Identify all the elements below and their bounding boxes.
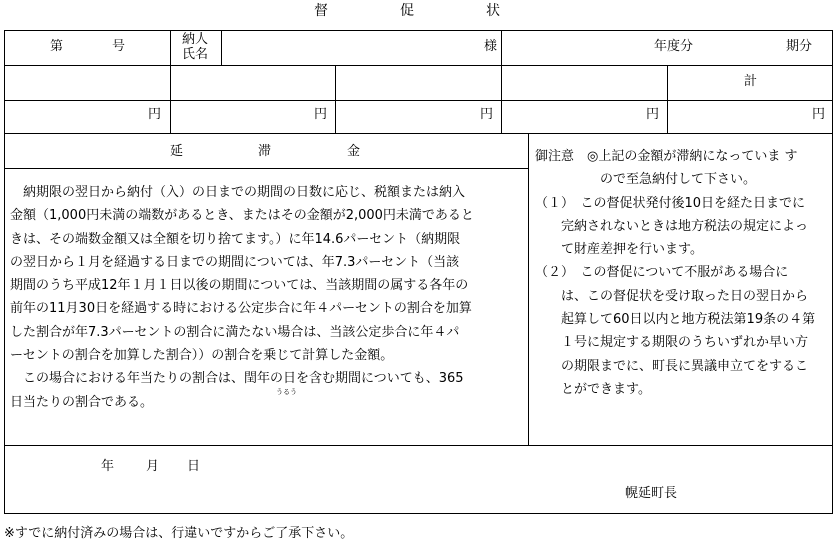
text-line: 起算して60日以内と地方税法第19条の４第 — [535, 312, 816, 328]
late-fee-heading-char3: 金 — [347, 144, 361, 159]
divider — [221, 30, 222, 65]
text-line: は、この督促状を受け取った日の翌日から — [535, 288, 809, 304]
divider — [335, 65, 336, 133]
divider — [170, 30, 171, 65]
yen-label: 円 — [812, 107, 826, 122]
divider — [528, 133, 529, 445]
text-line: 金額（1,000円未満の端数があるとき、またはその金額が2,000円未満であると — [10, 208, 474, 224]
text-line: の期限までに、町長に異議申立てをするこ — [535, 358, 809, 374]
yen-label: 円 — [314, 107, 328, 122]
date-year-label: 年 — [101, 459, 115, 474]
text-line: 期間のうち平成12年１月１日以後の期間については、当該期間の属する各年の — [10, 278, 469, 294]
yen-label: 円 — [480, 107, 494, 122]
divider — [4, 168, 528, 169]
issuer-name: 幌延町長 — [625, 486, 678, 501]
divider — [667, 65, 668, 133]
text-line: 前年の11月30日を経過する時における公定歩合に年４パーセントの割合を加算 — [10, 301, 472, 317]
text-line: 完納されないときは地方税法の規定によっ — [535, 218, 809, 234]
text-line: て財産差押を行います。 — [535, 242, 703, 258]
title-char-3: 状 — [486, 3, 500, 19]
period-label: 期分 — [786, 39, 813, 54]
divider — [170, 65, 171, 133]
divider — [4, 133, 833, 134]
text-line: とができます。 — [535, 381, 651, 397]
text-line: 御注意 ◎上記の金額が滞納になっていま す — [535, 149, 798, 164]
number-dai-label: 第 — [50, 39, 64, 54]
text-line: 納期限の翌日から納付（入）の日までの期間の日数に応じ、税額または納入 — [10, 185, 466, 200]
date-day-label: 日 — [187, 459, 201, 474]
date-month-label: 月 — [146, 459, 160, 474]
text-line: （２） この督促について不服がある場合に — [535, 265, 789, 281]
divider — [4, 65, 833, 66]
leap-year-ruby: うるう — [276, 388, 297, 396]
divider — [4, 445, 833, 446]
text-line: した割合が年7.3パーセントの割合に満たない場合は、当該公定歩合に年４パ — [10, 324, 460, 340]
text-line: の翌日から１月を経過する日までの期間については、年7.3パーセント（当該 — [10, 254, 460, 270]
text-line: この場合における年当たりの割合は、閏年の日を含む期間についても、365 — [10, 371, 464, 387]
taxpayer-label-line2: 氏名 — [182, 47, 209, 62]
late-fee-explanation — [10, 181, 474, 414]
text-line: ので至急納付して下さい。 — [535, 172, 757, 188]
footnote: ※すでに納付済みの場合は、行違いですからご了承下さい。 — [4, 526, 354, 541]
sama-label: 様 — [484, 39, 498, 54]
text-line: 日当たりの割合である。 — [10, 394, 154, 410]
taxpayer-label-line1: 納人 — [182, 32, 209, 47]
notice-notes — [535, 145, 815, 401]
text-line: きは、その端数金額又は全額を切り捨てます。）に年14.6パーセント（納期限 — [10, 231, 461, 247]
yen-label: 円 — [646, 107, 660, 122]
divider — [501, 65, 502, 133]
text-line: １号に規定する期限のうちいずれか早い方 — [535, 335, 809, 351]
fiscal-year-label: 年度分 — [654, 39, 694, 54]
divider — [4, 100, 833, 101]
text-line: ーセントの割合を加算した割合））の割合を乗じて計算した金額。 — [10, 348, 394, 364]
title-char-1: 督 — [314, 3, 328, 19]
total-label: 計 — [744, 74, 758, 89]
divider — [501, 30, 502, 65]
text-line: （１） この督促状発付後10日を経た日までに — [535, 195, 806, 211]
number-go-label: 号 — [112, 39, 126, 54]
late-fee-heading-char2: 滞 — [258, 144, 272, 159]
yen-label: 円 — [148, 107, 162, 122]
late-fee-heading-char1: 延 — [170, 144, 184, 159]
title-char-2: 促 — [400, 3, 414, 19]
